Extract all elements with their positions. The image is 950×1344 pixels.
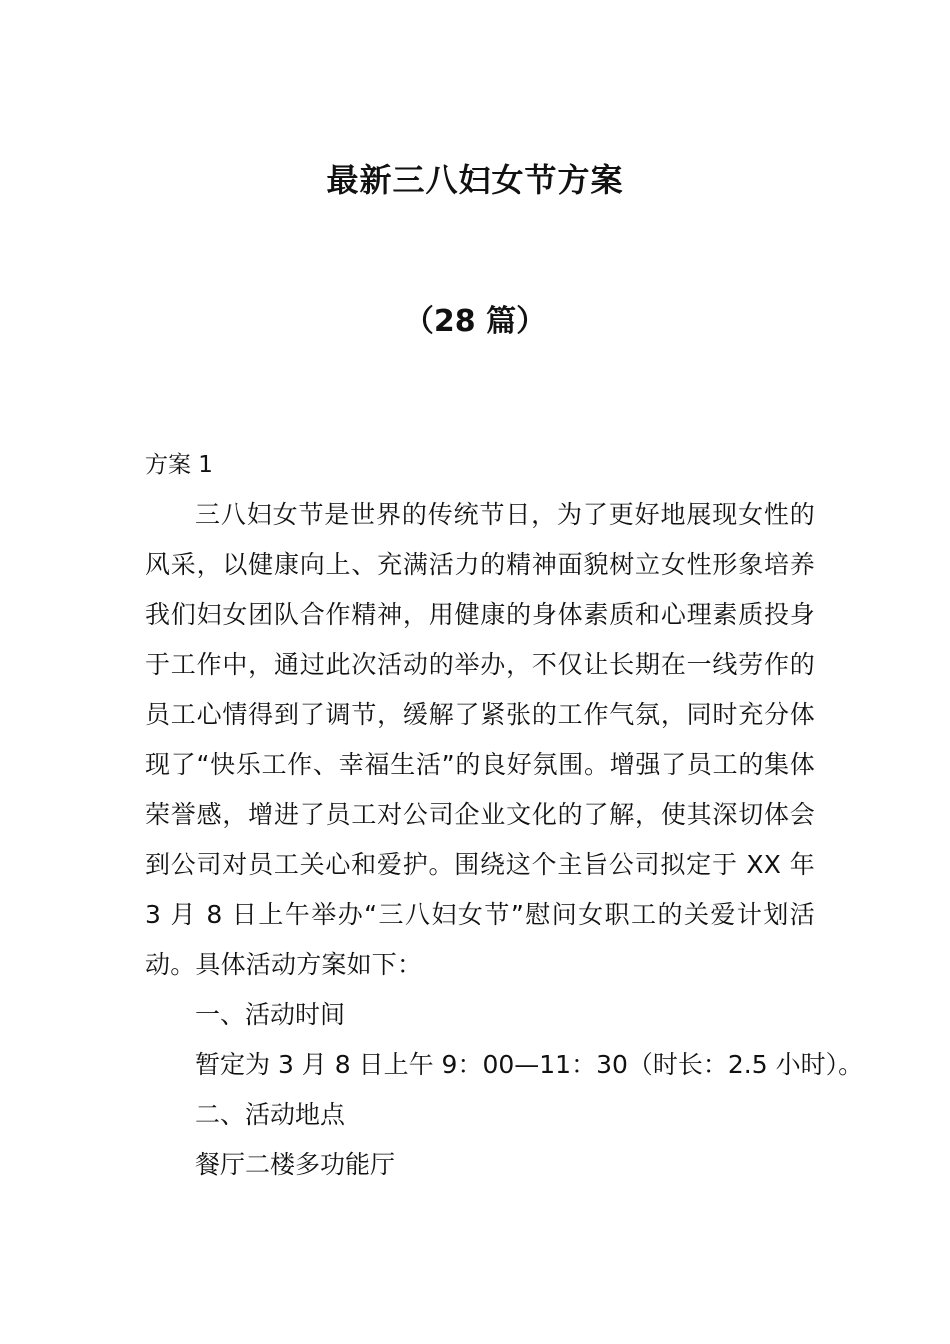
activity-time-text: 暂定为 3 月 8 日上午 9：00—11：30（时长：2.5 小时）。	[195, 1050, 864, 1079]
activity-place-text: 餐厅二楼多功能厅	[195, 1150, 396, 1179]
document-body	[145, 440, 864, 1190]
section-label: 方案 1	[145, 452, 213, 478]
document-title: 最新三八妇女节方案	[326, 161, 624, 199]
intro-paragraph: 三八妇女节是世界的传统节日，为了更好地展现女性的风采，以健康向上、充满活力的精神面貌树立女性形象培养我们妇女团队合作精神，用健康的身体素质和心理素质投身于工作中，通过此次活动的举办，不仅让长期在一线劳作的员工心情得到了调节，缓解了紧张的工作气氛，同时充分体现了“快乐工作、幸福生活”的良好氛围。增强了员工的集体荣誉感，增进了员工对公司企业文化的了解，使其深切体会到公司对员工关心和爱护。围绕这个主旨公司拟定于 XX 年 3 月 8 日上午举办“三八妇女节”慰问女职工的关爱计划活动。具体活动方案如下：	[145, 500, 815, 979]
document-subtitle: （28 篇）	[403, 304, 547, 339]
heading-activity-time: 一、活动时间	[195, 1000, 346, 1029]
heading-activity-place: 二、活动地点	[195, 1100, 346, 1129]
